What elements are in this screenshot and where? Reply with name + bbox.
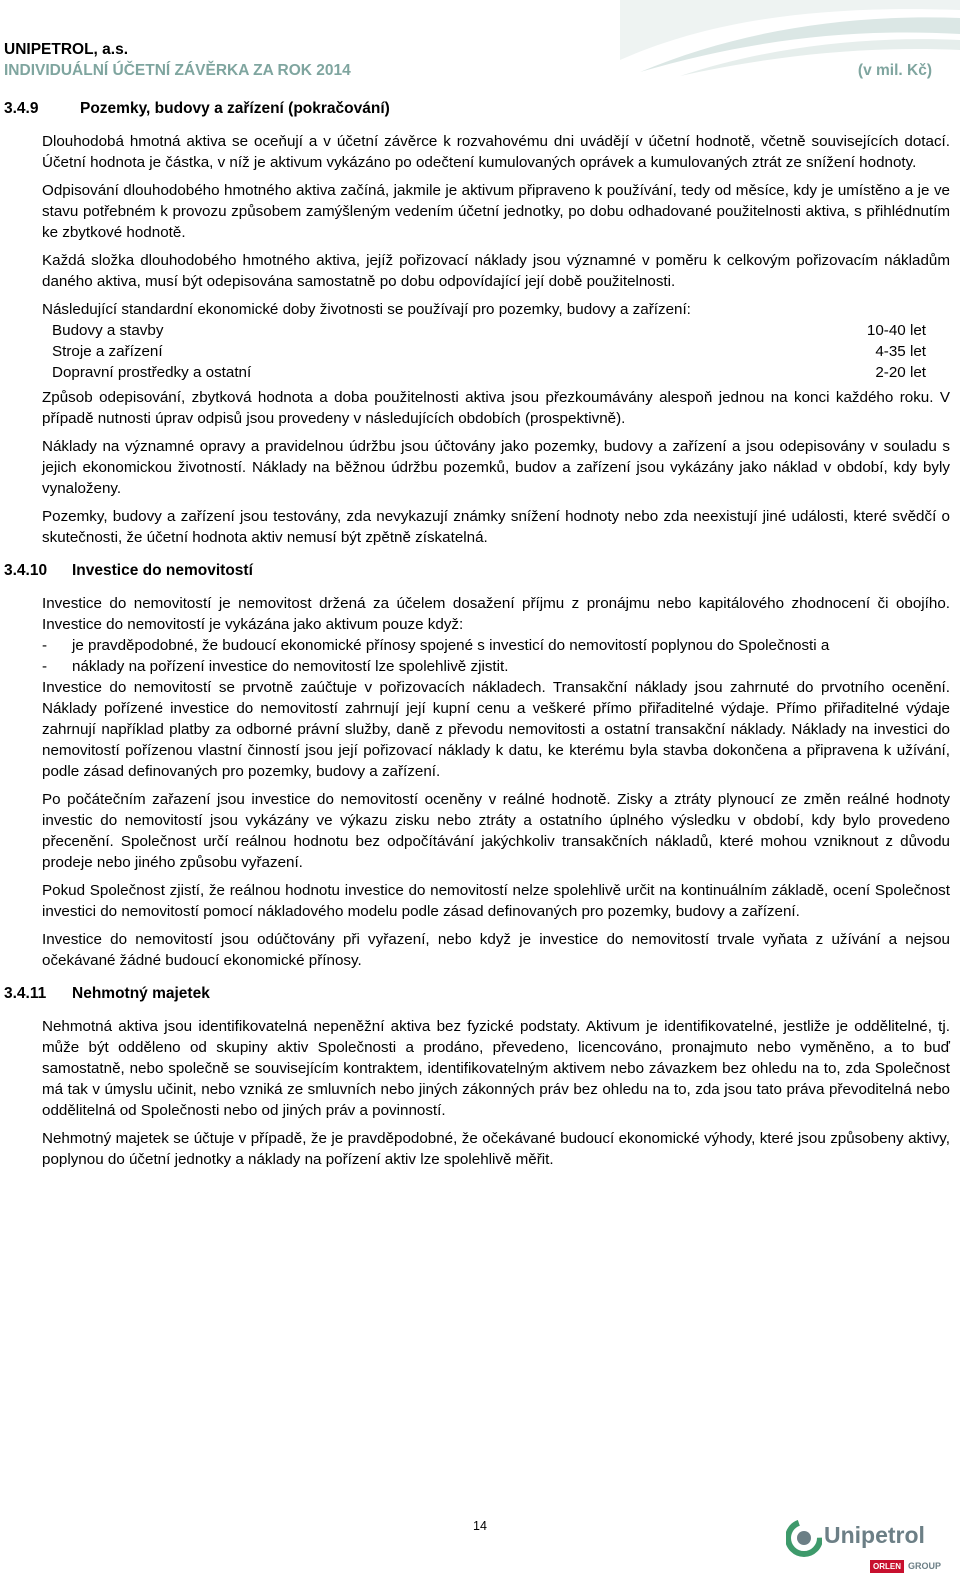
paragraph: Pozemky, budovy a zařízení jsou testovány, zda nevykazují známky snížení hodnoty nebo zda neexistují jiné události, které svědčí o skutečnosti, že účetní hodnota aktiv nemusí být zpětně získatelná. — [42, 508, 950, 546]
useful-lives-table — [52, 320, 926, 383]
useful-life-row — [52, 362, 926, 383]
asset-life: 4-35 let — [875, 343, 926, 360]
logo-mark-icon — [786, 1518, 822, 1558]
paragraph: Nehmotný majetek se účtuje v případě, že je pravděpodobné, že očekávané budoucí ekonomické výhody, které jsou způsobeny aktivy, poplynou do účetní jednotky a náklady na pořízení aktiv lze spolehlivě měřit. — [42, 1130, 950, 1168]
section-number: 3.4.9 — [4, 100, 39, 117]
paragraph: Nehmotná aktiva jsou identifikovatelná nepeněžní aktiva bez fyzické podstaty. Aktivum je identifikovatelné, jestliže je oddělitelné, tj. může být odděleno od skupiny aktiv Společnosti a prodáno, převedeno, licencováno, pronajmuto nebo vyměněno, a to buď samostatně, nebo společně se souvisejícím kontraktem, identifikovatelným aktivem nebo závazkem bez ohledu na to, zda Společnost má tak v úmyslu učinit, nebo vzniká ze smluvních nebo jiných zákonných práv bez ohledu na to, zda jsou tato práva převoditelná nebo oddělitelná od Společnosti nebo od jiných práv a povinností. — [42, 1018, 950, 1119]
paragraph: Pokud Společnost zjistí, že reálnou hodnotu investice do nemovitostí nelze spolehlivě určit na kontinuálním základě, ocení Společnost investici do nemovitostí pomocí nákladového modelu podle zásad definovaných pro pozemky, budovy a zařízení. — [42, 882, 950, 920]
header-currency-unit: (v mil. Kč) — [857, 62, 932, 79]
section-number: 3.4.10 — [4, 562, 48, 579]
paragraph: Každá složka dlouhodobého hmotného aktiva, jejíž pořizovací náklady jsou významné v poměru k celkovým pořizovacím nákladům daného aktiva, musí být odepisována samostatně po dobu odpovídající její době použitelnosti. — [42, 252, 950, 290]
header-company: UNIPETROL, a.s. — [4, 41, 129, 58]
asset-class: Dopravní prostředky a ostatní — [52, 364, 252, 381]
bullet-dash: - — [42, 658, 48, 675]
unipetrol-logo — [786, 1510, 946, 1594]
paragraph: Náklady na významné opravy a pravidelnou údržbu jsou účtovány jako pozemky, budovy a zařízení a jsou odepisovány v souladu s jejich ekonomickou životností. Náklady na běžnou údržbu pozemků, budov a zařízení jsou vykázány jako náklad v období, kdy byly vynaloženy. — [42, 438, 950, 497]
paragraph: Po počátečním zařazení jsou investice do nemovitostí oceněny v reálné hodnotě. Zisky a ztráty plynoucí ze změn reálné hodnoty investic do nemovitostí jsou vykázány ve výkazu zisku nebo ztráty a ostatního úplného výsledku v období, kdy bylo provedeno přecenění. Společnost určí reálnou hodnotu bez odpočítávání jakýchkoliv transakčních nákladů, které mohou vzniknout z důvodu prodeje nebo jiného způsobu vyřazení. — [42, 791, 950, 871]
logo-wordmark: Unipetrol — [824, 1522, 925, 1548]
logo-group-label: GROUP — [908, 1561, 942, 1571]
list-item — [42, 656, 950, 677]
section-heading-3410 — [4, 560, 950, 581]
paragraph: Odpisování dlouhodobého hmotného aktiva začíná, jakmile je aktivum připraveno k používání, tedy od měsíce, kdy je umístěno a je ve stavu potřebném k provozu způsobem zamýšleným vedením účetní jednotky, po dobu odhadované použitelnosti aktiva, s přihlédnutím ke zbytkové hodnotě. — [42, 182, 950, 241]
paragraph: Investice do nemovitostí se prvotně zaúčtuje v pořizovacích nákladech. Transakční náklady jsou zahrnuté do prvotního ocenění. Náklady pořízené investice do nemovitostí zahrnují její kupní cenu a veškeré přímo přiřaditelné výdaje. Přímo přiřaditelné výdaje zahrnují například platby za odborné právní služby, daně z převodu nemovitosti a ostatní transakční náklady. Náklady na investici do nemovitostí pořízenou vlastní činností jsou její pořizovací náklady k datu, ke kterému byla stavba dokončena a připravena k užívání, podle zásad definovaných pro pozemky, budovy a zařízení. — [42, 679, 950, 780]
asset-class: Budovy a stavby — [52, 322, 164, 339]
logo-orlen-badge: ORLEN — [870, 1560, 904, 1573]
section-number: 3.4.11 — [4, 985, 47, 1002]
useful-life-row — [52, 341, 926, 362]
list-item — [42, 635, 950, 656]
document-body — [4, 98, 950, 1177]
section-title: Nehmotný majetek — [72, 985, 210, 1002]
list-item-text: náklady na pořízení investice do nemovitostí lze spolehlivě zjistit. — [72, 658, 509, 675]
paragraph: Následující standardní ekonomické doby životnosti se používají pro pozemky, budovy a zařízení: — [42, 301, 691, 318]
section-title: Investice do nemovitostí — [72, 562, 253, 579]
paragraph: Investice do nemovitostí je nemovitost držená za účelem dosažení příjmu z pronájmu nebo kapitálového zhodnocení či obojího. Investice do nemovitostí je vykázána jako aktivum pouze když: — [42, 595, 950, 633]
header-report-title: INDIVIDUÁLNÍ ÚČETNÍ ZÁVĚRKA ZA ROK 2014 — [4, 62, 351, 79]
page-number: 14 — [473, 1519, 487, 1533]
list-item-text: je pravděpodobné, že budoucí ekonomické přínosy spojené s investicí do nemovitostí poplynou do Společnosti a — [72, 637, 830, 654]
section-title: Pozemky, budovy a zařízení (pokračování) — [80, 100, 390, 117]
asset-class: Stroje a zařízení — [52, 343, 163, 360]
useful-life-row — [52, 320, 926, 341]
asset-life: 10-40 let — [866, 322, 926, 339]
paragraph: Dlouhodobá hmotná aktiva se oceňují a v účetní závěrce k rozvahovému dni uvádějí v účetní hodnotě, včetně souvisejících dotací. Účetní hodnota je částka, v níž je aktivum vykázáno po odečtení kumulovaných oprávek a kumulovaných ztrát ze snížení hodnoty. — [42, 133, 950, 171]
paragraph: Investice do nemovitostí jsou odúčtovány při vyřazení, nebo když je investice do nemovitostí trvale vyňata z užívání a nejsou očekávané žádné budoucí ekonomické přínosy. — [42, 931, 950, 969]
paragraph: Způsob odepisování, zbytková hodnota a doba použitelnosti aktiva jsou přezkoumávány alespoň jednou na konci každého roku. V případě nutnosti úprav odpisů jsou provedeny v následujících obdobích (prospektivně). — [42, 389, 950, 427]
bullet-dash: - — [42, 637, 48, 654]
section-heading-3411 — [4, 983, 950, 1004]
asset-life: 2-20 let — [875, 364, 926, 381]
section-heading-349 — [4, 98, 950, 119]
